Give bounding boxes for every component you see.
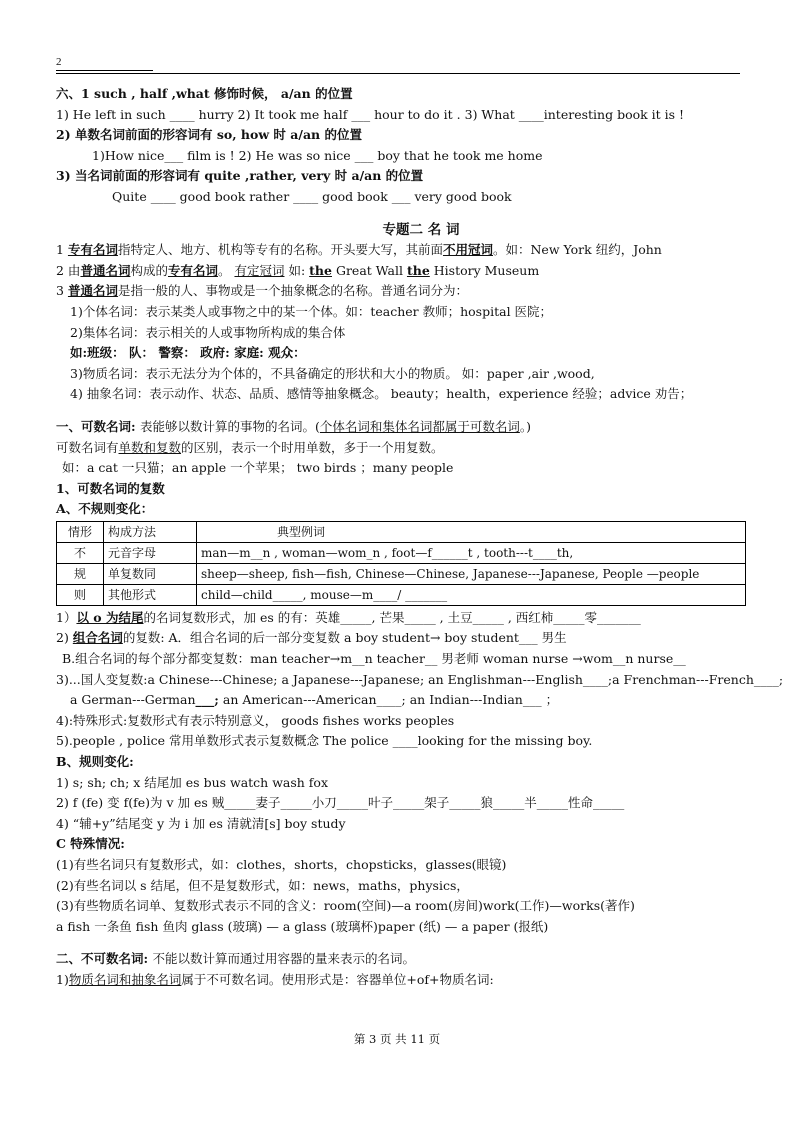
- table-cell: 其他形式: [104, 584, 197, 605]
- special-case-2: (2)有些名词以 s 结尾，但不是复数形式，如：news，maths，physics，: [56, 877, 469, 893]
- table-header-cell: 情形: [57, 521, 104, 542]
- table-cell: child—child_____, mouse—m____/ _______: [197, 584, 746, 605]
- topic-title: 专题二 名 词: [382, 221, 460, 238]
- special-case-subtitle: C 特殊情况:: [56, 836, 125, 852]
- table-cell: 单复数同: [104, 563, 197, 584]
- special-case-3: (3)有些物质名词单、复数形式表示不同的含义：room(空间)—a room(房间)work(工作)—works(著作): [56, 898, 635, 914]
- header-short-rule: [56, 70, 153, 71]
- irregular-subtitle: A、不规则变化：: [56, 501, 154, 517]
- uncountable-noun-rule: 1)物质名词和抽象名词属于不可数名词。使用形式是：容器单位+of+物质名词:: [56, 971, 494, 987]
- regular-rule-3: 4) “辅+y”结尾变 y 为 i 加 es 清就清[s] boy study: [56, 815, 346, 831]
- table-cell: 元音字母: [104, 542, 197, 563]
- table-row: [57, 584, 746, 605]
- regular-subtitle: B、规则变化:: [56, 754, 134, 770]
- special-case-1: (1)有些名词只有复数形式，如：clothes，shorts，chopsticks，glasses(眼镜): [56, 857, 507, 872]
- collective-noun-line: 2)集体名词：表示相关的人或事物所构成的集合体: [70, 324, 346, 340]
- regular-rule-1: 1) s; sh; ch; x 结尾加 es bus watch wash fox: [56, 774, 329, 790]
- regular-rule-2: 2) f (fe) 变 f(fe)为 v 加 es 贼_____妻子_____小刀_____叶子_____架子_____狼_____半_____性命_____: [56, 795, 625, 811]
- table-header-cell: 典型例词: [197, 521, 746, 542]
- table-row-head: 则: [57, 584, 104, 605]
- material-noun-line: 3)物质名词：表示无法分为个体的，不具备确定的形状和大小的物质。 如：paper ,air ,wood,: [70, 365, 595, 381]
- section-6-exercise-2: 1)How nice___ film is ! 2) He was so nice ___ boy that he took me home: [92, 147, 543, 163]
- section-6-title: 六、1 such , half ,what 修饰时候， a/an 的位置: [56, 86, 353, 101]
- common-noun-line: 3 普通名词是指一般的人、事物或是一个抽象概念的名称。普通名词分为：: [56, 283, 468, 299]
- header-rule: [56, 73, 740, 74]
- nationality-line-1: 3)...国人变复数:a Chinese---Chinese; a Japanese---Japanese; an Englishman---English____;a Frenchman---French____;: [56, 671, 784, 687]
- table-header-row: [57, 521, 746, 542]
- special-case-4: a fish 一条鱼 fish 鱼肉 glass (玻璃) — a glass (玻璃杯)paper (纸) — a paper (报纸): [56, 918, 549, 934]
- individual-noun-line: 1)个体名词：表示某类人或事物之中的某一个体。如：teacher 教师；hospital 医院；: [70, 303, 553, 319]
- section-6-exercise-1: 1) He left in such ____ hurry 2) It took me half ___ hour to do it . 3) What ____interesting book it is !: [56, 106, 685, 122]
- table-row: [57, 542, 746, 563]
- table-row: [57, 563, 746, 584]
- compound-proper-noun-line: 2 由普通名词构成的专有名词。 有定冠词 如: the Great Wall the History Museum: [56, 262, 540, 278]
- page-footer: 第 3 页 共 11 页: [353, 1032, 441, 1046]
- countable-noun-title: 一、可数名词: 表能够以数计算的事物的名词。(个体名词和集体名词都属于可数名词。): [56, 418, 532, 434]
- special-form-line: 4):特殊形式:复数形式有表示特别意义， goods fishes works peoples: [56, 712, 455, 728]
- table-cell: man—m__n , woman—wom_n , foot—f______t , tooth---t____th,: [197, 542, 746, 563]
- table-row-head: 不: [57, 542, 104, 563]
- abstract-noun-line: 4) 抽象名词：表示动作、状态、品质、感情等抽象概念。 beauty；health，experience 经验；advice 劝告；: [70, 386, 693, 402]
- compound-noun-line: 2) 组合名词的复数: A．组合名词的后一部分变复数 a boy student→ boy student___ 男生: [56, 630, 567, 646]
- o-ending-line: 1）以 o 为结尾的名词复数形式，加 es 的有：英雄_____, 芒果_____ , 土豆_____ , 西红柿_____零_______: [56, 609, 641, 625]
- countable-noun-rule: 可数名词有单数和复数的区别，表示一个时用单数，多于一个用复数。: [56, 439, 444, 455]
- table-header-cell: 构成方法: [104, 521, 197, 542]
- people-police-line: 5).people , police 常用单数形式表示复数概念 The police ____looking for the missing boy.: [56, 733, 593, 749]
- uncountable-noun-title: 二、不可数名词: 不能以数计算而通过用容器的量来表示的名词。: [56, 951, 415, 967]
- section-6-rule-3: 3) 当名词前面的形容词有 quite ,rather, very 时 a/an 的位置: [56, 168, 424, 184]
- table-cell: sheep—sheep, fish—fish, Chinese—Chinese, Japanese---Japanese, People —people: [197, 563, 746, 584]
- proper-noun-line: 1 专有名词指特定人、地方、机构等专有的名称。开头要大写，其前面不用冠词。如：New York 纽约，John: [56, 242, 662, 258]
- irregular-plural-table: [56, 521, 746, 606]
- compound-noun-line-b: B.组合名词的每个部分都变复数：man teacher→m__n teacher__ 男老师 woman nurse →wom__n nurse__: [62, 651, 686, 667]
- plural-subtitle: 1、可数名词的复数: [56, 480, 165, 496]
- header-page-number: 2: [56, 56, 62, 68]
- section-6-exercise-3: Quite ____ good book rather ____ good book ___ very good book: [112, 188, 512, 204]
- countable-noun-examples: 如：a cat 一只猫；an apple 一个苹果； two birds ；many people: [62, 460, 454, 476]
- nationality-line-2: a German---German___; an American---American____; an Indian---Indian___ ；: [70, 692, 559, 708]
- collective-noun-examples: 如:班级： 队： 警察： 政府: 家庭: 观众：: [70, 345, 306, 361]
- section-6-rule-2: 2) 单数名词前面的形容词有 so, how 时 a/an 的位置: [56, 127, 362, 143]
- table-row-head: 规: [57, 563, 104, 584]
- document-body: [56, 84, 784, 991]
